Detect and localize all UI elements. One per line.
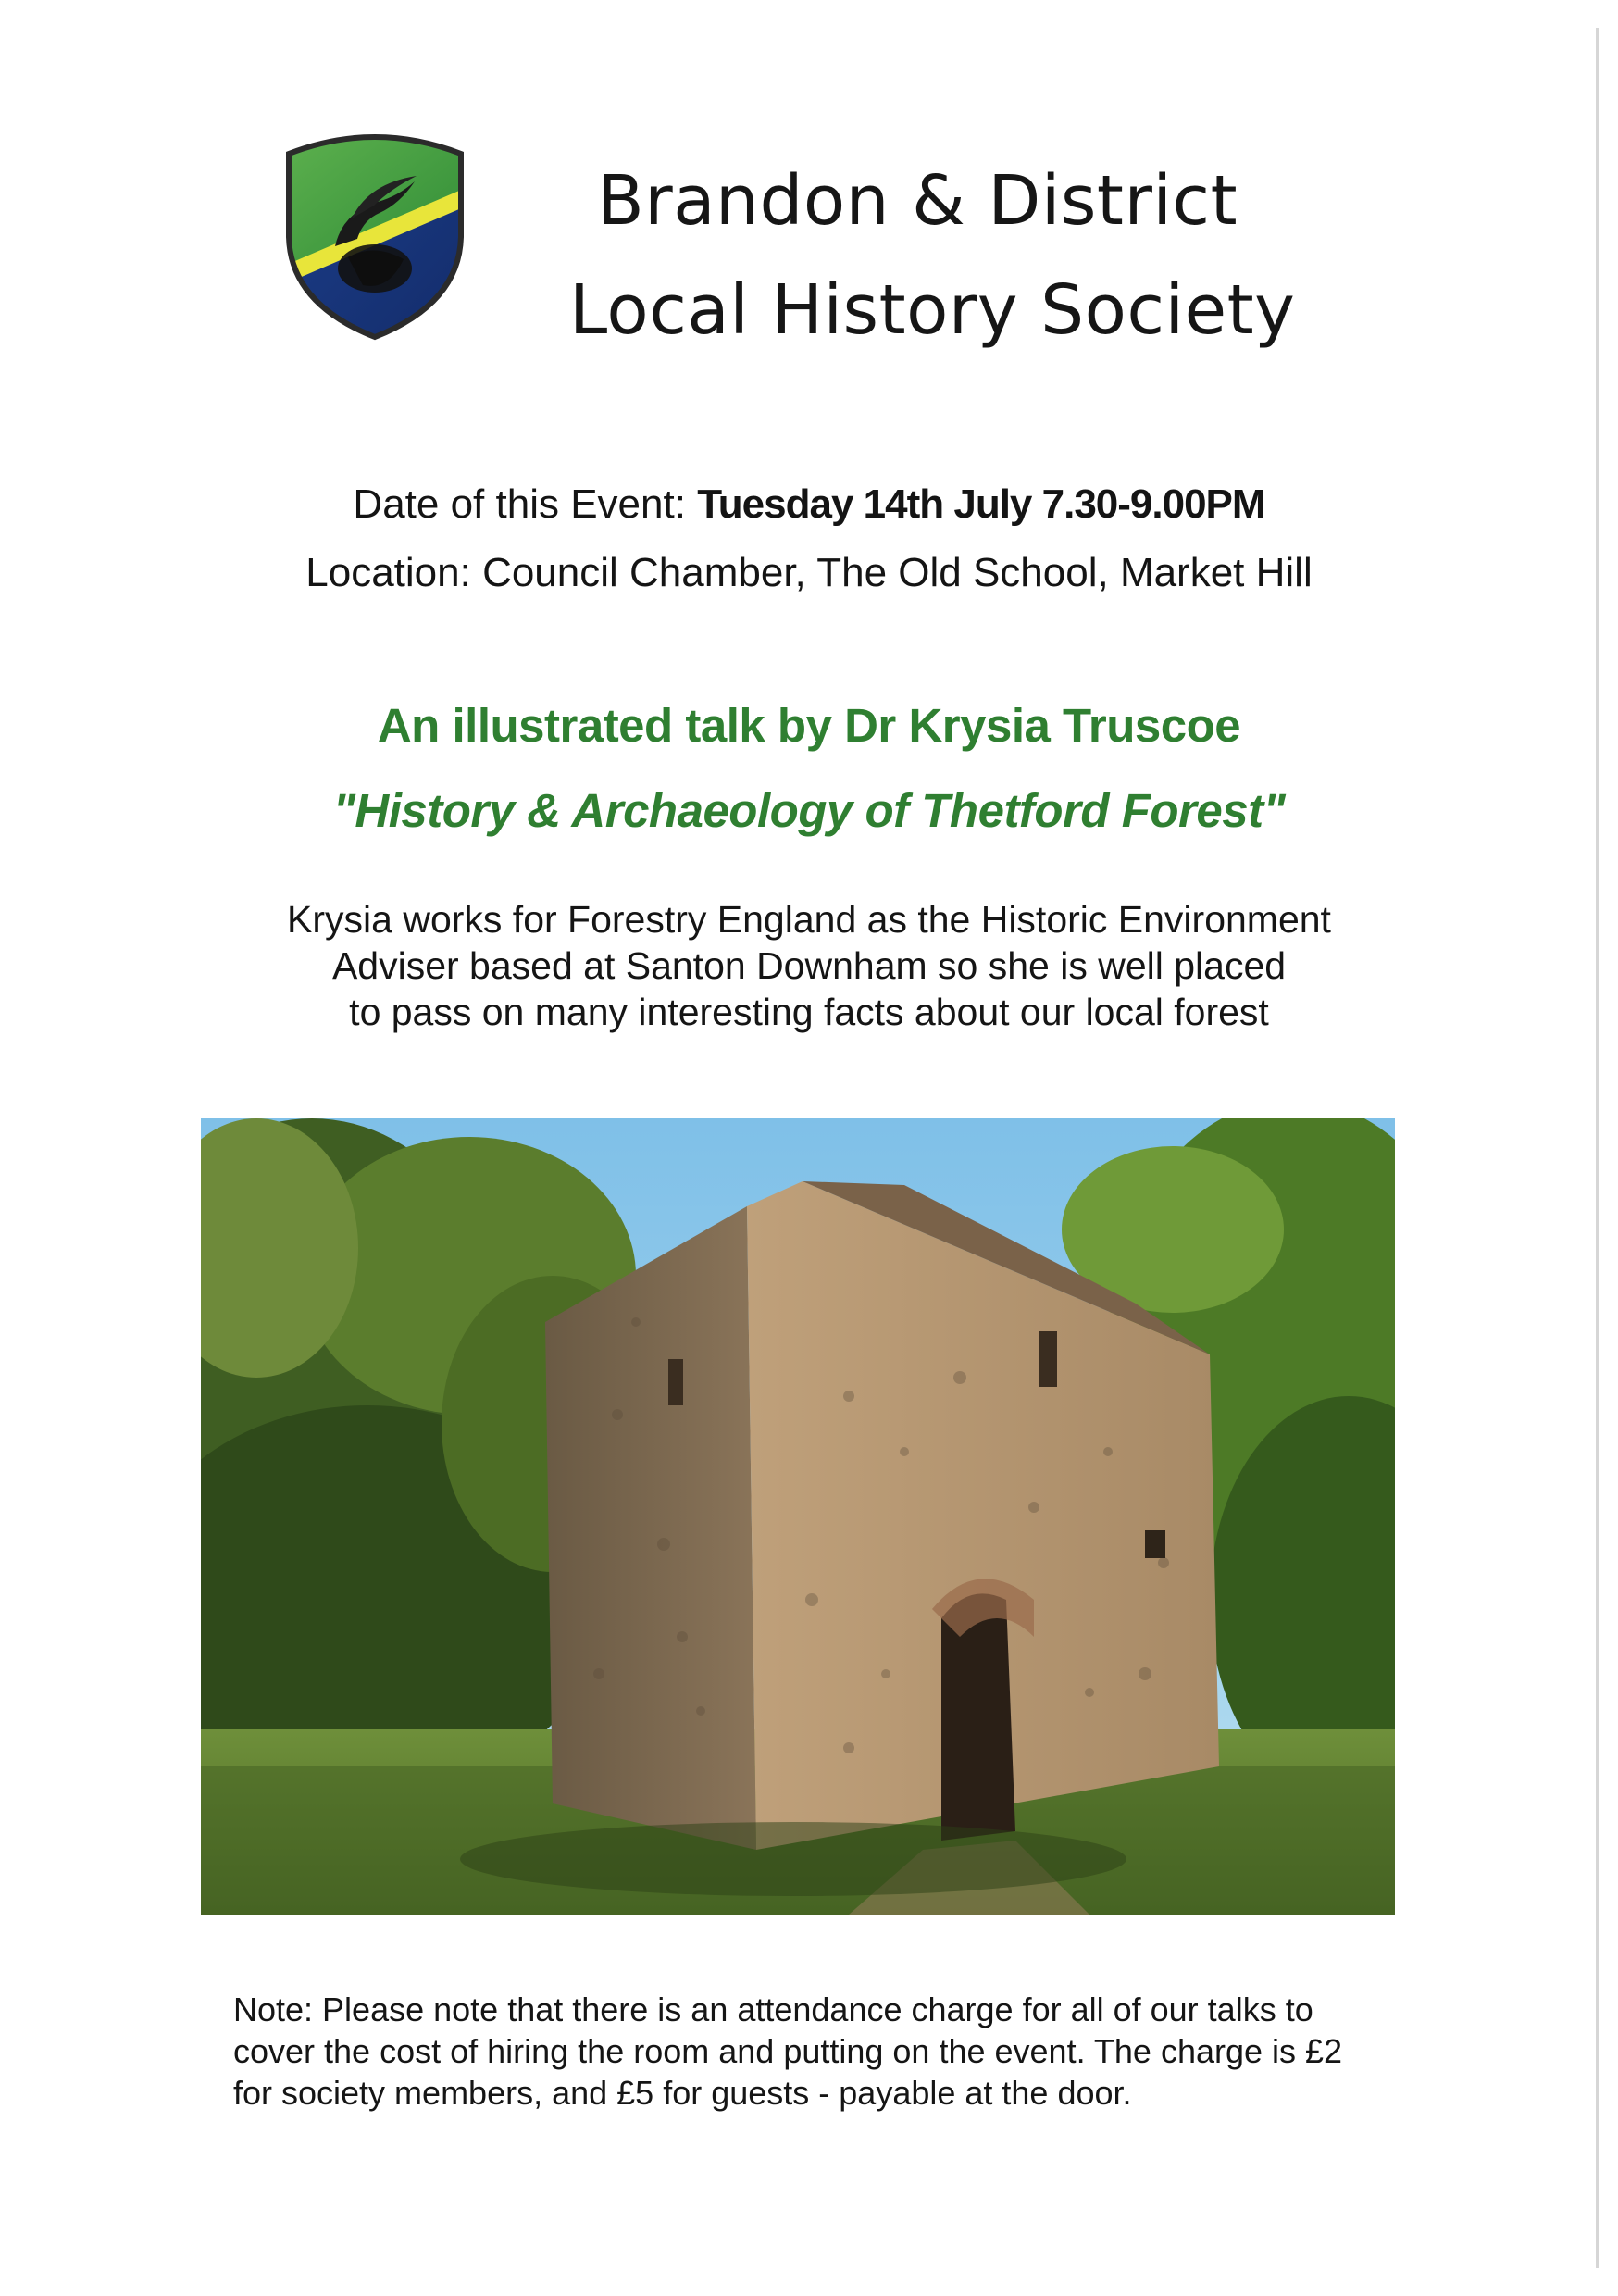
event-info <box>0 470 1618 607</box>
ruined-tower-photo <box>201 1118 1395 1915</box>
attendance-note <box>233 1989 1437 2114</box>
event-date-row <box>0 470 1618 539</box>
blurb-line-3: to pass on many interesting facts about our local forest <box>349 991 1269 1033</box>
note-line-1: Note: Please note that there is an attendance charge for all of our talks to <box>233 1990 1313 2028</box>
society-name-line1: Brandon & District <box>597 161 1238 241</box>
talk-heading <box>0 683 1618 854</box>
society-name-line2: Local History Society <box>569 270 1296 350</box>
shield-crest-icon <box>278 128 472 343</box>
society-name <box>569 146 1296 365</box>
header <box>278 128 1342 350</box>
talk-title: "History & Archaeology of Thetford Forest" <box>332 784 1286 837</box>
event-location-label: Location: <box>305 550 471 595</box>
talk-speaker: An illustrated talk by Dr Krysia Truscoe <box>377 699 1241 752</box>
event-date-value: Tuesday 14th July 7.30-9.00PM <box>697 481 1265 527</box>
event-location-row <box>0 539 1618 607</box>
event-date-label: Date of this Event: <box>353 481 686 527</box>
note-line-3: for society members, and £5 for guests - payable at the door. <box>233 2074 1132 2112</box>
page-edge-line <box>1596 28 1599 2268</box>
event-location-value: Council Chamber, The Old School, Market Hill <box>482 550 1313 595</box>
blurb-line-2: Adviser based at Santon Downham so she is well placed <box>331 944 1287 987</box>
note-line-2: cover the cost of hiring the room and putting on the event. The charge is £2 <box>233 2032 1343 2070</box>
blurb-line-1: Krysia works for Forestry England as the Historic Environment <box>287 898 1331 941</box>
speaker-blurb <box>0 896 1618 1035</box>
